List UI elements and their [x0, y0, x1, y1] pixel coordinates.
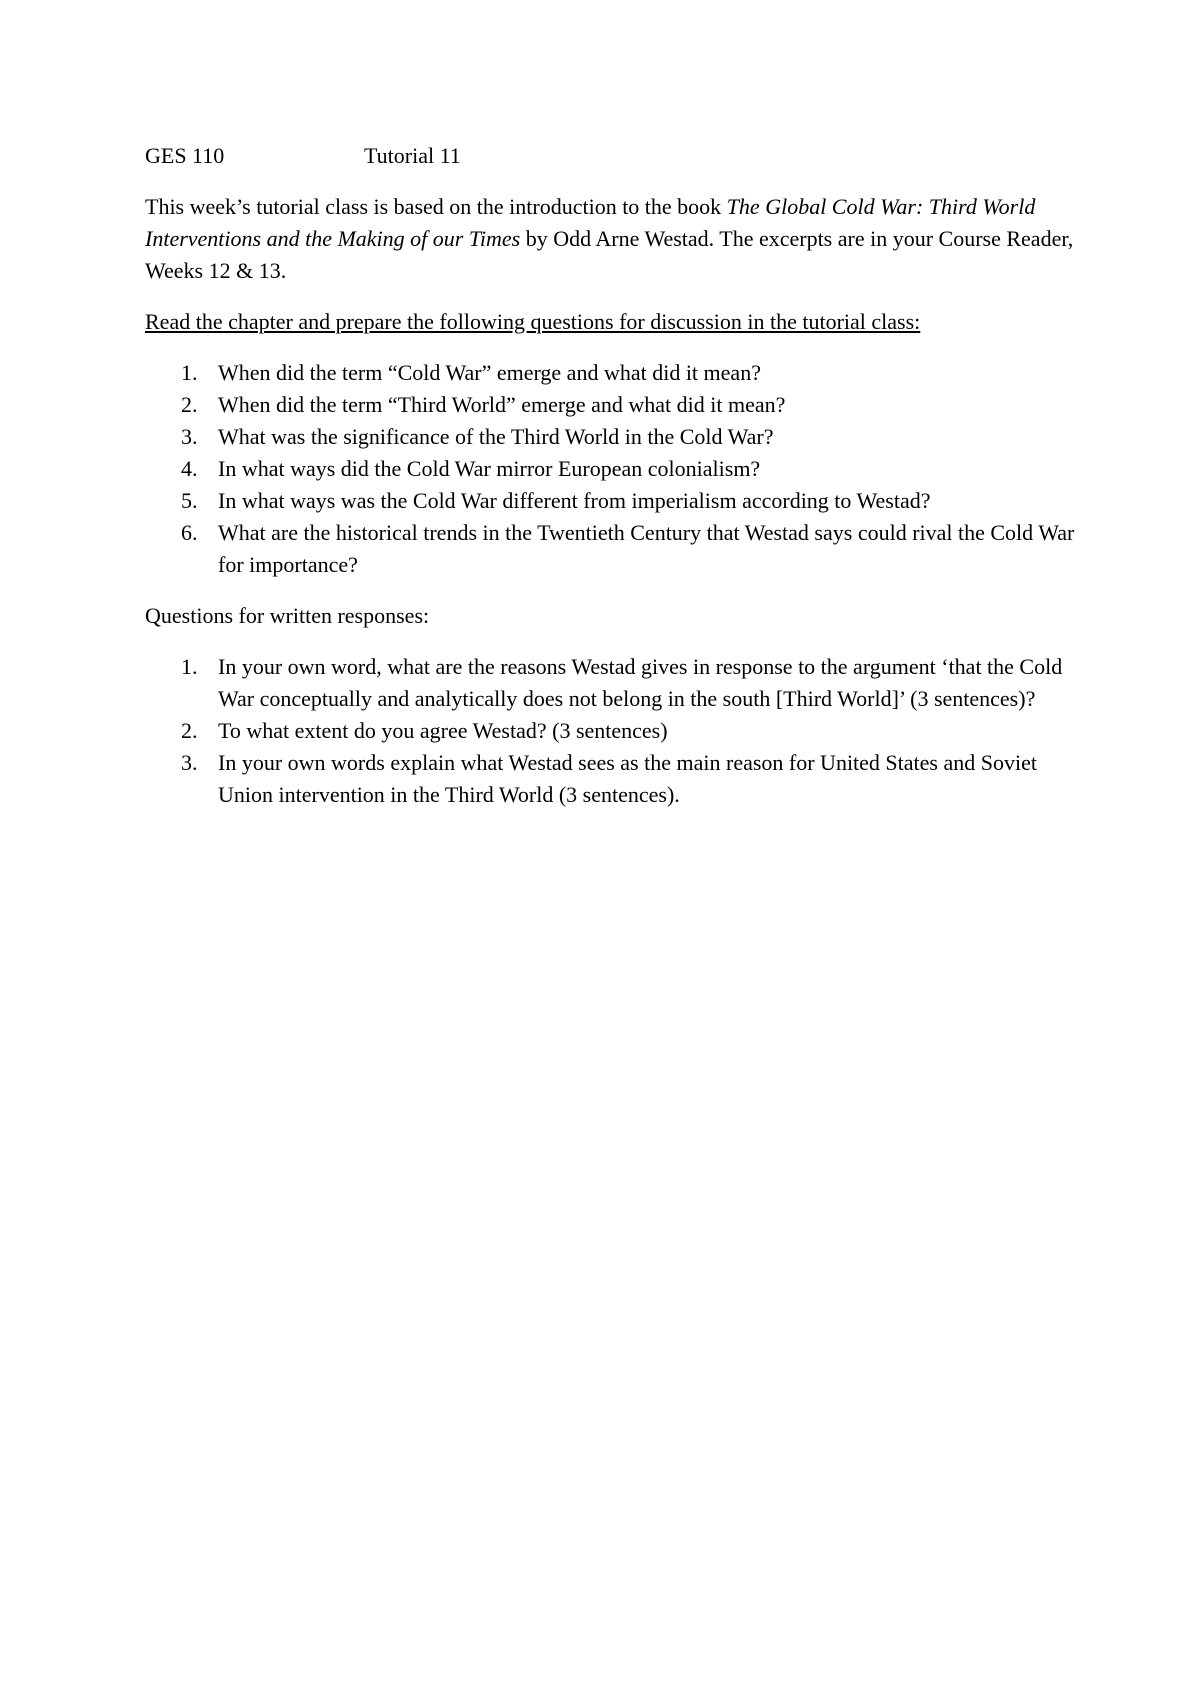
list-item: [145, 357, 1075, 389]
question-text: In your own word, what are the reasons Westad gives in response to the argument ‘that the Cold War conceptually and analytically does not belong in the south [Third World]’ (3 sentences)?: [218, 654, 1063, 711]
list-item: [145, 453, 1075, 485]
list-item: [145, 485, 1075, 517]
intro-text-end: by Odd Arne Westad. The excerpts are in your Course Reader, Weeks 12 & 13.: [145, 226, 1074, 283]
item-number: 2.: [181, 392, 198, 417]
intro-paragraph: [145, 191, 1075, 287]
item-number: 2.: [181, 718, 198, 743]
item-number: 1.: [181, 654, 198, 679]
list-item: [145, 747, 1075, 811]
list-item: [145, 517, 1075, 581]
item-number: 3.: [181, 424, 198, 449]
list-item: [145, 715, 1075, 747]
list-item: [145, 389, 1075, 421]
question-text: When did the term “Cold War” emerge and what did it mean?: [218, 360, 761, 385]
discussion-question-list: [145, 357, 1075, 581]
item-number: 3.: [181, 750, 198, 775]
question-text: In your own words explain what Westad sees as the main reason for United States and Soviet Union intervention in the Third World (3 sentences).: [218, 750, 1037, 807]
discussion-heading: Read the chapter and prepare the following questions for discussion in the tutorial class:: [145, 309, 921, 334]
question-text: What was the significance of the Third World in the Cold War?: [218, 424, 774, 449]
item-number: 6.: [181, 520, 198, 545]
written-question-list: [145, 651, 1075, 811]
intro-text-start: This week’s tutorial class is based on the introduction to the book: [145, 194, 727, 219]
question-text: When did the term “Third World” emerge and what did it mean?: [218, 392, 786, 417]
written-responses-heading: Questions for written responses:: [145, 603, 430, 628]
item-number: 1.: [181, 360, 198, 385]
document-page: [145, 140, 1075, 830]
question-text: In what ways was the Cold War different from imperialism according to Westad?: [218, 488, 931, 513]
item-number: 4.: [181, 456, 198, 481]
question-text: In what ways did the Cold War mirror European colonialism?: [218, 456, 761, 481]
list-item: [145, 421, 1075, 453]
question-text: To what extent do you agree Westad? (3 sentences): [218, 718, 668, 743]
book-title: The Global Cold War: Third World Interventions and the Making of our Times: [145, 194, 1036, 251]
question-text: What are the historical trends in the Twentieth Century that Westad says could rival the Cold War for importance?: [218, 520, 1075, 577]
item-number: 5.: [181, 488, 198, 513]
tutorial-number: Tutorial 11: [364, 143, 461, 168]
course-code: GES 110: [145, 143, 225, 168]
list-item: [145, 651, 1075, 715]
document-header: [145, 140, 1075, 172]
